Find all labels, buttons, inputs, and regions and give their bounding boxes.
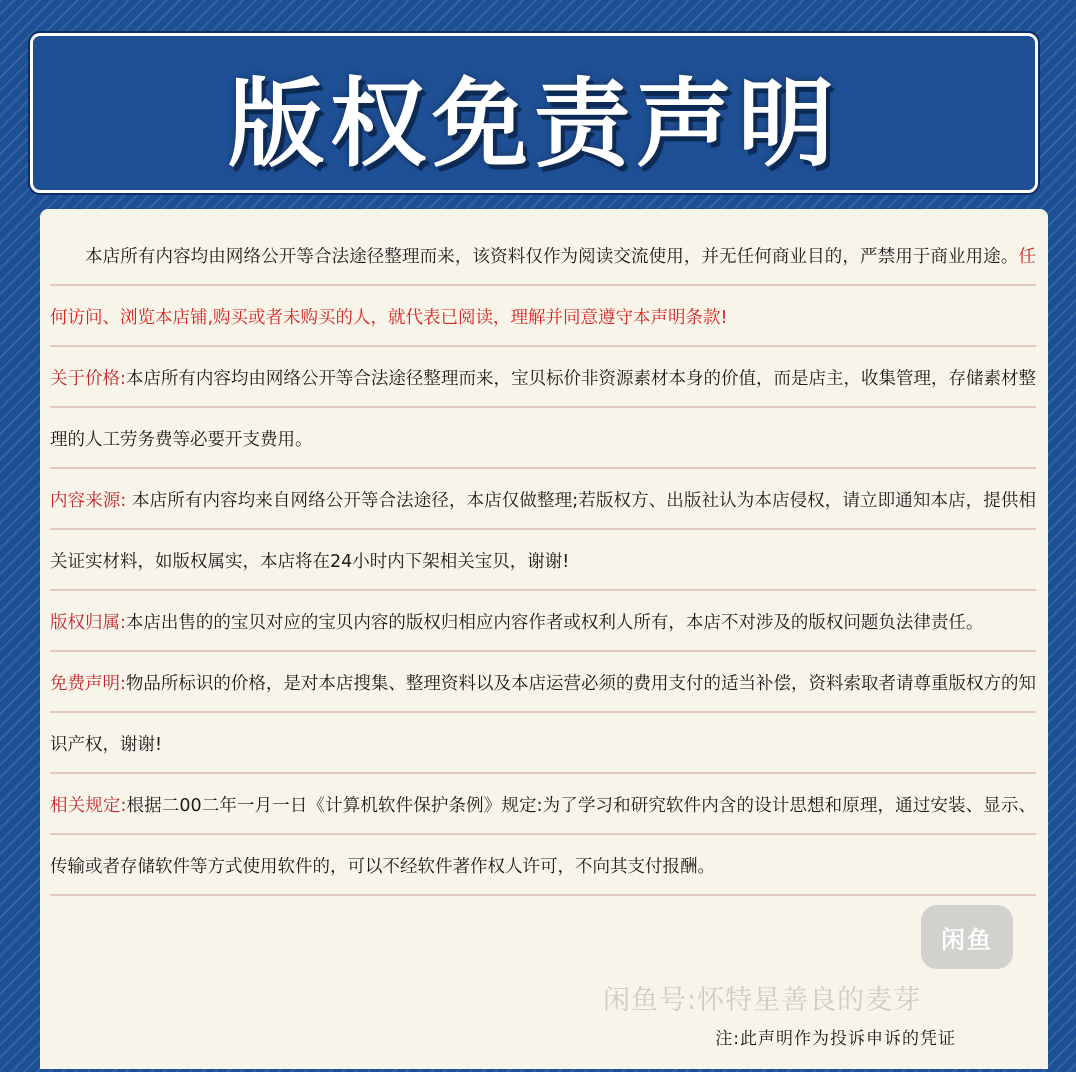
disclaimer-content [50,227,1036,898]
watermark-text: 闲鱼号:怀特星善良的麦芽 [603,985,922,1016]
section-label: 免费声明: [50,674,126,694]
section-label: 版权归属: [50,613,126,633]
xianyu-logo-icon: 闲鱼 [921,905,1013,969]
section-text: 根据二00二年一月一日《计算机软件保护条例》规定:为了学习和研究软件内含的设计思想和原理，通过安装、显示、传输或者存储软件等方式使用软件的，可以不经软件著作权人许可，不向其支付报酬。 [50,796,1036,877]
section-label: 相关规定: [50,796,127,816]
intro-highlight: 任何访问、浏览本店铺,购买或者未购买的人，就代表已阅读，理解并同意遵守本声明条款! [50,247,1036,328]
intro-text: 本店所有内容均由网络公开等合法途径整理而来，该资料仅作为阅读交流使用，并无任何商业目的，严禁用于商业用途。 [85,247,1019,267]
section-text: 本店所有内容均来自网络公开等合法途径，本店仅做整理;若版权方、出版社认为本店侵权，请立即通知本店，提供相关证实材料，如版权属实，本店将在24小时内下架相关宝贝，谢谢! [50,491,1036,572]
section-regulations [50,776,1036,898]
section-price [50,349,1036,471]
footer-note: 注:此声明作为投诉申诉的凭证 [715,1029,956,1049]
page-title: 版权免责声明 [228,67,840,180]
intro-paragraph [50,227,1036,349]
section-label: 内容来源: [50,491,127,511]
section-disclaimer [50,654,1036,776]
section-text: 本店所有内容均由网络公开等合法途径整理而来，宝贝标价非资源素材本身的价值，而是店主，收集管理，存储素材整理的人工劳务费等必要开支费用。 [50,369,1036,450]
disclaimer-paper [40,209,1048,1069]
section-text: 本店出售的的宝贝对应的宝贝内容的版权归相应内容作者或权利人所有，本店不对涉及的版权问题负法律责任。 [125,613,984,633]
section-label: 关于价格: [50,369,126,389]
section-copyright [50,593,1036,654]
title-banner [30,33,1038,193]
section-source [50,471,1036,593]
section-text: 物品所标识的价格，是对本店搜集、整理资料以及本店运营必须的费用支付的适当补偿，资料索取者请尊重版权方的知识产权，谢谢! [50,674,1036,755]
